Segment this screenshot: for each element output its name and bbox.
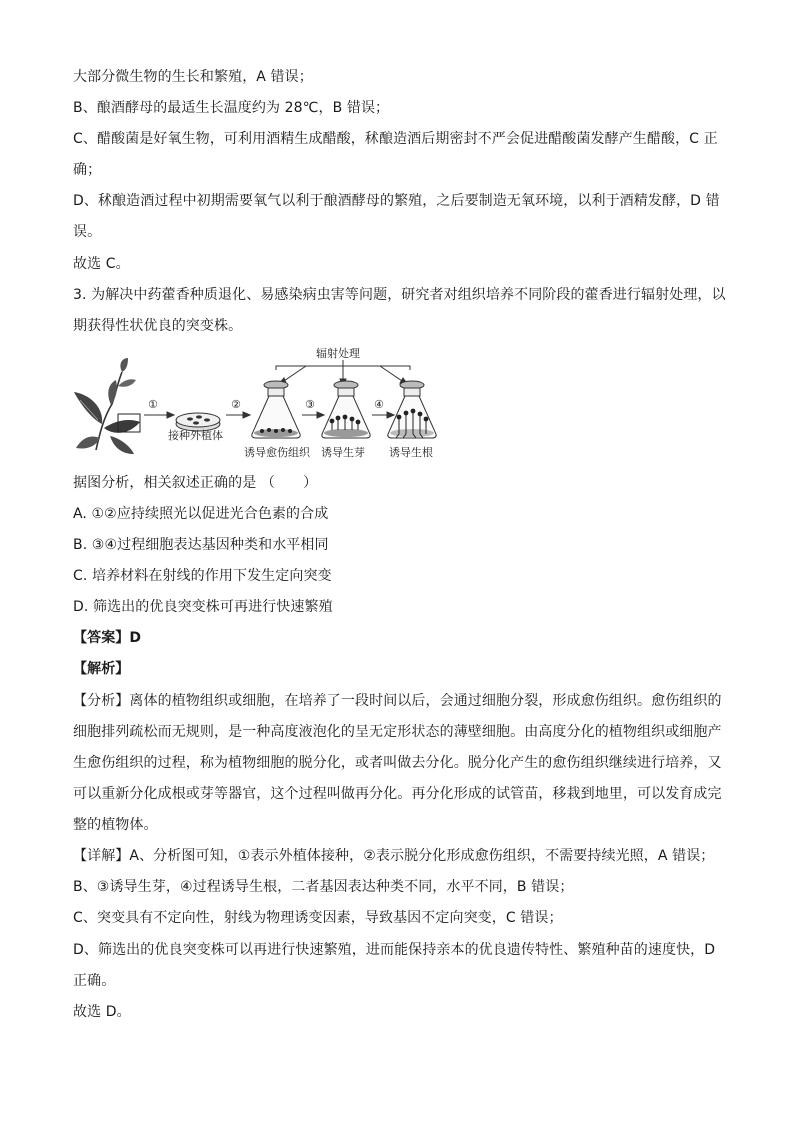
analysis-line: 生愈伤组织的过程，称为植物细胞的脱分化，或者叫做去分化。脱分化产生的愈伤组织继续进行培养，又	[73, 755, 722, 771]
shoot-label: 诱导生芽	[321, 446, 365, 459]
analysis-line: 【分析】离体的植物组织或细胞，在培养了一段时间以后，会通过细胞分裂，形成愈伤组织。愈伤组织的	[73, 693, 722, 709]
option-c: C. 培养材料在射线的作用下发生定向突变	[73, 568, 332, 584]
question-stem-line: 3. 为解决中药藿香种质退化、易感染病虫害等问题，研究者对组织培养不同阶段的藿香进行辐射处理，以	[73, 287, 726, 303]
flask-root-icon	[388, 381, 436, 438]
detail-line: 故选 D。	[73, 1004, 131, 1020]
analysis-line: 细胞排列疏松而无规则，是一种高度液泡化的呈无定形状态的薄壁细胞。由高度分化的植物组织或细胞产	[73, 724, 722, 740]
text-line: D、秫酿造酒过程中初期需要氧气以利于酿酒酵母的繁殖，之后要制造无氧环境，以利于酒精发酵，D 错	[73, 193, 720, 209]
step-4-label: ④	[374, 398, 384, 411]
analysis-heading: 【解析】	[73, 661, 130, 677]
root-label: 诱导生根	[389, 446, 433, 459]
step-2-label: ②	[231, 398, 241, 411]
text-line: 确；	[73, 162, 102, 178]
text-line: 误。	[73, 224, 102, 240]
detail-line: C、突变具有不定向性，射线为物理诱变因素，导致基因不定向突变，C 错误；	[73, 910, 563, 926]
flask-shoot-icon	[322, 381, 370, 438]
explant-label: 接种外植体	[168, 429, 223, 442]
detail-line: D、筛选出的优良突变株可以再进行快速繁殖，进而能保持亲本的优良遗传特性、繁殖种苗的速度快，D	[73, 942, 716, 958]
option-b: B. ③④过程细胞表达基因种类和水平相同	[73, 537, 329, 553]
text-line: B、酿酒酵母的最适生长温度约为 28℃，B 错误；	[73, 100, 390, 116]
step-3-label: ③	[305, 398, 315, 411]
analysis-line: 可以重新分化成根或芽等器官，这个过程叫做再分化。再分化形成的试管苗，移栽到地里，可以发育成完	[73, 786, 722, 802]
text-line: C、醋酸菌是好氧生物，可利用酒精生成醋酸，秫酿造酒后期密封不严会促进醋酸菌发酵产生醋酸，C 正	[73, 131, 718, 147]
detail-line: 【详解】A、分析图可知，①表示外植体接种，②表示脱分化形成愈伤组织，不需要持续光照，A 错误；	[73, 848, 715, 864]
plant-icon	[74, 358, 140, 454]
flask-callus-icon	[252, 381, 300, 438]
step-1-label: ①	[148, 398, 158, 411]
question-stem-line: 期获得性状优良的突变株。	[73, 318, 243, 334]
option-d: D. 筛选出的优良突变株可再进行快速繁殖	[73, 599, 333, 615]
tissue-culture-diagram	[66, 342, 466, 470]
option-a: A. ①②应持续照光以促进光合色素的合成	[73, 506, 329, 522]
text-line: 故选 C。	[73, 256, 130, 272]
radiation-label: 辐射处理	[316, 347, 360, 360]
text-line: 大部分微生物的生长和繁殖，A 错误；	[73, 69, 313, 85]
callus-label: 诱导愈伤组织	[244, 446, 310, 459]
detail-line: 正确。	[73, 973, 116, 989]
analysis-line: 整的植物体。	[73, 817, 158, 833]
answer-line: 【答案】D	[73, 630, 142, 646]
detail-line: B、③诱导生芽，④过程诱导生根，二者基因表达种类不同，水平不同，B 错误；	[73, 879, 574, 895]
question-prompt: 据图分析，相关叙述正确的是 （ ）	[73, 475, 318, 491]
